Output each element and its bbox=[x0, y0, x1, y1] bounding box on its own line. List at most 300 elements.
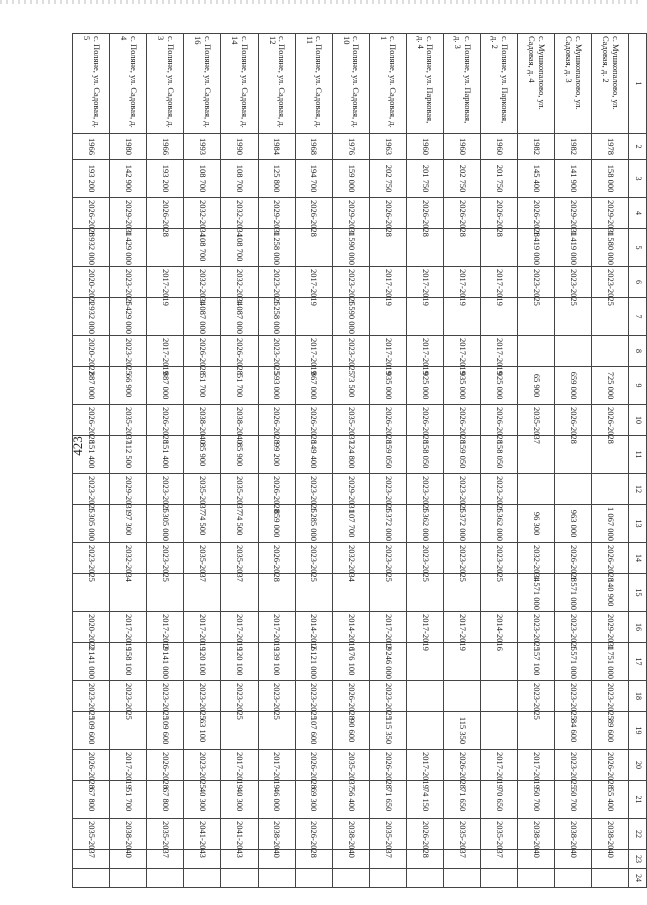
table-cell: 71 650 bbox=[444, 781, 481, 819]
table-cell: 2029-2031 bbox=[258, 198, 295, 229]
table-cell: 1984 bbox=[258, 134, 295, 160]
table-cell: 2017-2019 bbox=[444, 612, 481, 643]
table-cell: 2023-2025 bbox=[73, 681, 110, 712]
table-cell: 2032-2034 bbox=[518, 543, 555, 574]
table-cell: 2017-2019 bbox=[481, 267, 518, 298]
table-cell: 2017-2019 bbox=[110, 612, 147, 643]
table-cell: 2029-2031 bbox=[592, 198, 629, 229]
table-cell: 2023-2025 bbox=[369, 543, 406, 574]
table-cell: 120 100 bbox=[221, 643, 258, 681]
table-cell bbox=[258, 869, 295, 888]
table-cell: 107 600 bbox=[295, 712, 332, 750]
table-cell: 201 750 bbox=[481, 160, 518, 198]
table-cell: 85 900 bbox=[221, 436, 258, 474]
table-cell: 67 800 bbox=[73, 781, 110, 819]
table-cell: 97 300 bbox=[110, 505, 147, 543]
table-cell bbox=[369, 869, 406, 888]
table-cell: 925 000 bbox=[406, 367, 443, 405]
table-cell: 2017-2019 bbox=[406, 612, 443, 643]
table-cell bbox=[110, 869, 147, 888]
table-row bbox=[369, 34, 406, 888]
table-cell: 593 000 bbox=[258, 367, 295, 405]
table-cell: 1982 bbox=[555, 134, 592, 160]
header-row bbox=[629, 34, 647, 888]
table-cell bbox=[518, 474, 555, 505]
table-cell: 2038-2040 bbox=[221, 405, 258, 436]
table-cell: 1 419 000 bbox=[555, 229, 592, 267]
table-cell: 158 050 bbox=[481, 436, 518, 474]
table-row bbox=[147, 34, 184, 888]
table-cell: 159 000 bbox=[332, 160, 369, 198]
table-cell: 2026-2028 bbox=[369, 198, 406, 229]
table-cell: 107 700 bbox=[332, 505, 369, 543]
table-cell: 2023-2025 bbox=[555, 612, 592, 643]
column-number: 12 bbox=[629, 474, 647, 505]
table-cell: 2017-2019 bbox=[369, 336, 406, 367]
table-cell: 51 700 bbox=[221, 367, 258, 405]
table-cell bbox=[481, 712, 518, 750]
column-number: 9 bbox=[629, 367, 647, 405]
table-cell bbox=[592, 869, 629, 888]
table-cell: 2023-2025 bbox=[406, 543, 443, 574]
table-cell: 51 700 bbox=[110, 781, 147, 819]
page-number: 423 bbox=[70, 436, 85, 456]
table-cell: 2020-2022 bbox=[73, 336, 110, 367]
table-cell: 2023-2025 bbox=[258, 267, 295, 298]
table-cell: 142 900 bbox=[110, 160, 147, 198]
table-row bbox=[518, 34, 555, 888]
table-cell bbox=[555, 869, 592, 888]
table-cell: 2035-2037 bbox=[332, 405, 369, 436]
table-cell: 1 067 000 bbox=[592, 505, 629, 543]
table-cell: 1963 bbox=[369, 134, 406, 160]
table-cell: 887 000 bbox=[147, 367, 184, 405]
table-cell: 2026-2028 bbox=[592, 405, 629, 436]
table-cell: 725 000 bbox=[592, 367, 629, 405]
table-cell: 2035-2037 bbox=[221, 543, 258, 574]
table-cell: 1 285 000 bbox=[295, 505, 332, 543]
table-cell: 2026-2028 bbox=[258, 405, 295, 436]
table-row bbox=[258, 34, 295, 888]
table-cell: 2023-2025 bbox=[295, 474, 332, 505]
table-cell: 2023-2025 bbox=[295, 543, 332, 574]
table-cell: 935 000 bbox=[444, 367, 481, 405]
address-cell: с. Мушкопалово, ул. Садовая, д. 3 bbox=[555, 34, 592, 134]
table-cell: 1 590 000 bbox=[332, 298, 369, 336]
table-cell: 202 750 bbox=[444, 160, 481, 198]
table-cell: 2017-2019 bbox=[147, 612, 184, 643]
table-cell: 85 900 bbox=[184, 436, 221, 474]
table-cell: 2026-2028 bbox=[332, 681, 369, 712]
address-cell: с. Поляне, ул. Парковая, д. 2 bbox=[481, 34, 518, 134]
table-cell: 2017-2019 bbox=[221, 750, 258, 781]
table-cell: 2026-2028 bbox=[406, 198, 443, 229]
table-cell: 2020-2022 bbox=[73, 267, 110, 298]
table-cell: 2038-2040 bbox=[592, 819, 629, 850]
table-cell: 2035-2037 bbox=[147, 819, 184, 850]
table-row bbox=[555, 34, 592, 888]
table-cell: 2023-2025 bbox=[258, 336, 295, 367]
table-cell: 158 100 bbox=[110, 643, 147, 681]
table-cell bbox=[592, 474, 629, 505]
column-number: 4 bbox=[629, 198, 647, 229]
table-cell: 2026-2028 bbox=[221, 336, 258, 367]
table-cell: 2023-2025 bbox=[518, 612, 555, 643]
table-cell: 2017-2019 bbox=[147, 267, 184, 298]
table-cell: 1982 bbox=[518, 134, 555, 160]
table-cell: 2026-2028 bbox=[518, 198, 555, 229]
table-cell bbox=[444, 869, 481, 888]
table-cell: 2023-2025 bbox=[147, 681, 184, 712]
table-cell: 2029-2031 bbox=[592, 612, 629, 643]
table-cell: 2023-2025 bbox=[518, 267, 555, 298]
table-cell: 2023-2025 bbox=[555, 681, 592, 712]
table-cell: 2023-2025 bbox=[221, 681, 258, 712]
table-cell: 70 650 bbox=[481, 781, 518, 819]
table-cell: 2023-2025 bbox=[73, 474, 110, 505]
table-cell: 2035-2037 bbox=[369, 819, 406, 850]
table-cell bbox=[518, 869, 555, 888]
table-cell: 99 200 bbox=[258, 436, 295, 474]
table-cell bbox=[518, 336, 555, 367]
table-cell: 2017-2019 bbox=[444, 267, 481, 298]
table-cell: 2017-2019 bbox=[295, 336, 332, 367]
table-cell: 2026-2028 bbox=[295, 819, 332, 850]
column-number: 19 bbox=[629, 712, 647, 750]
table-cell: 40 300 bbox=[221, 781, 258, 819]
table-cell: 2017-2019 bbox=[369, 612, 406, 643]
column-number: 24 bbox=[629, 869, 647, 888]
table-cell: 2017-2019 bbox=[481, 336, 518, 367]
table-cell bbox=[555, 336, 592, 367]
address-cell: с. Поляне, ул. Садовая, д. 3 bbox=[147, 34, 184, 134]
table-cell: 1960 bbox=[481, 134, 518, 160]
table-cell: 50 700 bbox=[555, 781, 592, 819]
table-cell: 2023-2025 bbox=[295, 681, 332, 712]
table-cell: 2026-2028 bbox=[147, 405, 184, 436]
column-number: 22 bbox=[629, 819, 647, 850]
address-cell: с. Мушкопалово, ул. Садовая, д. 2 bbox=[592, 34, 629, 134]
table-cell: 2035-2037 bbox=[518, 405, 555, 436]
table-cell: 2026-2028 bbox=[406, 405, 443, 436]
table-cell bbox=[555, 474, 592, 505]
table-cell: 2023-2025 bbox=[110, 681, 147, 712]
table-row bbox=[592, 34, 629, 888]
table-cell: 1 362 000 bbox=[406, 505, 443, 543]
table-cell: 1 258 000 bbox=[258, 298, 295, 336]
table-cell: 2035-2037 bbox=[332, 750, 369, 781]
table-cell: 2038-2040 bbox=[258, 819, 295, 850]
column-number: 23 bbox=[629, 850, 647, 869]
address-cell: с. Поляне, ул. Парковая, д. 4 bbox=[406, 34, 443, 134]
table-cell: 201 750 bbox=[406, 160, 443, 198]
column-number: 8 bbox=[629, 336, 647, 367]
table-cell: 193 200 bbox=[73, 160, 110, 198]
address-cell: с. Поляне, ул. Садовая, д. 5 bbox=[73, 34, 110, 134]
table-cell: 2017-2019 bbox=[258, 750, 295, 781]
table-cell: 1 571 000 bbox=[518, 574, 555, 612]
table-cell: 2017-2019 bbox=[221, 612, 258, 643]
table-cell: 120 100 bbox=[184, 643, 221, 681]
table-cell: 108 700 bbox=[221, 229, 258, 267]
table-cell: 2017-2019 bbox=[184, 612, 221, 643]
table-cell: 1980 bbox=[110, 134, 147, 160]
table-cell: 2026-2028 bbox=[444, 750, 481, 781]
table-cell: 158 000 bbox=[592, 160, 629, 198]
table-cell: 2029-2031 bbox=[555, 198, 592, 229]
table-cell: 151 400 bbox=[147, 436, 184, 474]
table-cell: 1968 bbox=[295, 134, 332, 160]
table-cell: 90 600 bbox=[332, 712, 369, 750]
table-row bbox=[221, 34, 258, 888]
table-cell: 2026-2028 bbox=[258, 474, 295, 505]
table-cell: 125 800 bbox=[258, 160, 295, 198]
table-cell: 2035-2037 bbox=[73, 819, 110, 850]
table-cell: 2026-2028 bbox=[481, 198, 518, 229]
address-cell: с. Поляне, ул. Садовая, д. 4 bbox=[110, 34, 147, 134]
address-cell: с. Поляне, ул. Садовая, д. 11 bbox=[295, 34, 332, 134]
table-cell: 2023-2025 bbox=[147, 474, 184, 505]
table-cell: 2023-2025 bbox=[110, 267, 147, 298]
column-number: 7 bbox=[629, 298, 647, 336]
table-cell: 2038-2040 bbox=[518, 819, 555, 850]
column-number: 2 bbox=[629, 134, 647, 160]
table-cell: 2017-2019 bbox=[444, 336, 481, 367]
table-cell: 2014-2016 bbox=[332, 612, 369, 643]
table-cell: 1 932 000 bbox=[73, 229, 110, 267]
table-cell: 2017-2019 bbox=[369, 267, 406, 298]
table-cell: 1 372 000 bbox=[444, 505, 481, 543]
table-cell: 2023-2025 bbox=[369, 474, 406, 505]
table-cell: 1960 bbox=[444, 134, 481, 160]
table-cell: 1966 bbox=[73, 134, 110, 160]
table-cell: 124 800 bbox=[332, 436, 369, 474]
table-cell: 84 600 bbox=[555, 712, 592, 750]
table-row bbox=[481, 34, 518, 888]
table-row bbox=[110, 34, 147, 888]
table-cell: 2023-2025 bbox=[444, 474, 481, 505]
column-number: 15 bbox=[629, 574, 647, 612]
table-cell: 2026-2028 bbox=[406, 819, 443, 850]
table-cell: 73 500 bbox=[332, 367, 369, 405]
table-cell: 2 141 000 bbox=[73, 643, 110, 681]
address-cell: с. Поляне, ул. Садовая, д. 1 bbox=[369, 34, 406, 134]
table-cell: 2017-2019 bbox=[406, 267, 443, 298]
table-cell: 859 000 bbox=[258, 505, 295, 543]
table-cell: 2023-2025 bbox=[332, 336, 369, 367]
table-cell: 1 362 000 bbox=[481, 505, 518, 543]
table-row bbox=[332, 34, 369, 888]
table-cell: 140 900 bbox=[592, 574, 629, 612]
table-cell: 2017-2019 bbox=[481, 750, 518, 781]
address-cell: с. Мушкопалово, ул. Садовая, д. 4 bbox=[518, 34, 555, 134]
table-cell: 115 350 bbox=[369, 712, 406, 750]
table-cell: 2038-2040 bbox=[332, 819, 369, 850]
table-cell: 2023-2025 bbox=[406, 474, 443, 505]
table-cell: 159 050 bbox=[369, 436, 406, 474]
table-cell: 2026-2028 bbox=[444, 198, 481, 229]
table-cell: 112 500 bbox=[110, 436, 147, 474]
table-cell: 74 500 bbox=[221, 505, 258, 543]
table-row bbox=[444, 34, 481, 888]
table-cell: 2026-2028 bbox=[73, 405, 110, 436]
table-cell: 1 372 000 bbox=[369, 505, 406, 543]
table-cell: 2 121 000 bbox=[295, 643, 332, 681]
table-cell: 2023-2025 bbox=[110, 336, 147, 367]
table-cell: 2023-2025 bbox=[555, 750, 592, 781]
column-number: 14 bbox=[629, 543, 647, 574]
table-cell: 2017-2019 bbox=[518, 750, 555, 781]
table-cell: 56 400 bbox=[332, 781, 369, 819]
column-number: 3 bbox=[629, 160, 647, 198]
table-cell: 2026-2028 bbox=[184, 336, 221, 367]
table-cell: 158 050 bbox=[406, 436, 443, 474]
table-cell: 2035-2037 bbox=[444, 819, 481, 850]
column-number: 16 bbox=[629, 612, 647, 643]
table-cell: 2041-2043 bbox=[184, 819, 221, 850]
table-cell: 2035-2037 bbox=[110, 405, 147, 436]
table-cell: 51 700 bbox=[184, 367, 221, 405]
table-cell: 2038-2040 bbox=[184, 405, 221, 436]
table-cell: 935 000 bbox=[369, 367, 406, 405]
table-cell: 63 100 bbox=[184, 712, 221, 750]
table-cell bbox=[295, 869, 332, 888]
table-cell: 2032-2034 bbox=[332, 543, 369, 574]
table-cell: 2023-2025 bbox=[444, 543, 481, 574]
table-cell: 2038-2040 bbox=[110, 819, 147, 850]
table-cell: 2017-2019 bbox=[147, 336, 184, 367]
table-cell: 2014-2016 bbox=[295, 612, 332, 643]
table-cell: 963 000 bbox=[555, 505, 592, 543]
table-cell: 867 000 bbox=[295, 367, 332, 405]
table-cell: 2035-2037 bbox=[221, 474, 258, 505]
address-cell: с. Поляне, ул. Садовая, д. 16 bbox=[184, 34, 221, 134]
table-cell: 1 429 000 bbox=[110, 229, 147, 267]
table-cell: 194 700 bbox=[295, 160, 332, 198]
table-cell: 109 600 bbox=[147, 712, 184, 750]
table-cell bbox=[184, 869, 221, 888]
table-cell bbox=[406, 712, 443, 750]
column-number: 10 bbox=[629, 405, 647, 436]
address-cell: с. Поляне, ул. Садовая, д. 14 bbox=[221, 34, 258, 134]
table-container bbox=[72, 33, 647, 880]
table-cell: 659 000 bbox=[555, 367, 592, 405]
table-cell: 108 700 bbox=[221, 160, 258, 198]
table-cell: 1978 bbox=[592, 134, 629, 160]
table-cell bbox=[406, 681, 443, 712]
scan-top-edge bbox=[0, 0, 640, 4]
table-cell: 2023-2025 bbox=[555, 267, 592, 298]
table-cell: 2026-2028 bbox=[295, 750, 332, 781]
table-cell: 2026-2028 bbox=[444, 405, 481, 436]
table-cell: 2026-2028 bbox=[147, 750, 184, 781]
table-cell: 145 400 bbox=[518, 160, 555, 198]
column-number: 20 bbox=[629, 750, 647, 781]
table-cell: 1 087 000 bbox=[184, 298, 221, 336]
table-cell: 2029-2031 bbox=[332, 198, 369, 229]
table-cell: 2023-2025 bbox=[73, 543, 110, 574]
table-cell: 89 600 bbox=[592, 712, 629, 750]
table-row bbox=[73, 34, 110, 888]
table-cell bbox=[592, 336, 629, 367]
table-cell: 2023-2025 bbox=[481, 474, 518, 505]
table-cell: 2026-2028 bbox=[555, 543, 592, 574]
table-cell: 1 571 000 bbox=[555, 574, 592, 612]
table-cell: 115 350 bbox=[444, 712, 481, 750]
table-cell: 2023-2025 bbox=[518, 681, 555, 712]
table-cell: 2041-2043 bbox=[221, 819, 258, 850]
table-cell: 2023-2025 bbox=[481, 543, 518, 574]
rotated-table-frame bbox=[72, 33, 647, 880]
table-cell: 2017-2019 bbox=[406, 750, 443, 781]
table-cell: 2023-2025 bbox=[258, 681, 295, 712]
column-number: 1 bbox=[629, 34, 647, 134]
table-cell: 2032-2034 bbox=[110, 543, 147, 574]
table-cell: 149 400 bbox=[295, 436, 332, 474]
table-body bbox=[73, 34, 647, 888]
table-cell bbox=[444, 681, 481, 712]
table-cell: 925 000 bbox=[481, 367, 518, 405]
table-cell: 1993 bbox=[184, 134, 221, 160]
table-cell: 1976 bbox=[332, 134, 369, 160]
table-cell: 887 000 bbox=[73, 367, 110, 405]
table-cell: 2023-2025 bbox=[369, 681, 406, 712]
table-row bbox=[184, 34, 221, 888]
table-cell: 2026-2028 bbox=[295, 198, 332, 229]
table-cell: 176 100 bbox=[332, 643, 369, 681]
table-cell: 2032-2034 bbox=[221, 267, 258, 298]
address-cell: с. Поляне, ул. Садовая, д. 12 bbox=[258, 34, 295, 134]
table-cell: 2026-2028 bbox=[369, 750, 406, 781]
table-cell bbox=[73, 869, 110, 888]
table-cell: 2017-2019 bbox=[110, 750, 147, 781]
table-cell: 2038-2040 bbox=[555, 819, 592, 850]
table-cell: 2032-2034 bbox=[184, 267, 221, 298]
table-cell: 1 419 000 bbox=[518, 229, 555, 267]
table-cell: 74 150 bbox=[406, 781, 443, 819]
table-cell: 2023-2025 bbox=[592, 267, 629, 298]
table-cell: 96 300 bbox=[518, 505, 555, 543]
table-cell: 108 700 bbox=[184, 160, 221, 198]
table-cell: 159 050 bbox=[444, 436, 481, 474]
table-cell: 108 700 bbox=[184, 229, 221, 267]
table-cell: 2 246 000 bbox=[369, 643, 406, 681]
table-cell: 151 400 bbox=[73, 436, 110, 474]
address-cell: с. Поляне, ул. Парковая, д. 3 bbox=[444, 34, 481, 134]
table-cell bbox=[406, 869, 443, 888]
table-cell bbox=[221, 869, 258, 888]
table-cell bbox=[481, 869, 518, 888]
table-cell: 2026-2028 bbox=[147, 198, 184, 229]
table-cell: 2023-2025 bbox=[147, 543, 184, 574]
address-cell: с. Поляне, ул. Садовая, д. 10 bbox=[332, 34, 369, 134]
table-cell: 193 200 bbox=[147, 160, 184, 198]
column-number: 11 bbox=[629, 436, 647, 474]
table-cell: 2023-2025 bbox=[592, 681, 629, 712]
table-cell: 2026-2028 bbox=[295, 405, 332, 436]
table-cell: 2026-2028 bbox=[369, 405, 406, 436]
table-cell: 2026-2028 bbox=[592, 750, 629, 781]
table-cell: 109 600 bbox=[73, 712, 110, 750]
table-cell: 69 300 bbox=[295, 781, 332, 819]
table-cell: 46 000 bbox=[258, 781, 295, 819]
column-number: 6 bbox=[629, 267, 647, 298]
table-cell: 2023-2025 bbox=[184, 750, 221, 781]
table-cell: 2026-2028 bbox=[592, 543, 629, 574]
table-cell: 2026-2028 bbox=[481, 405, 518, 436]
column-number: 21 bbox=[629, 781, 647, 819]
table-cell: 2023-2025 bbox=[332, 267, 369, 298]
